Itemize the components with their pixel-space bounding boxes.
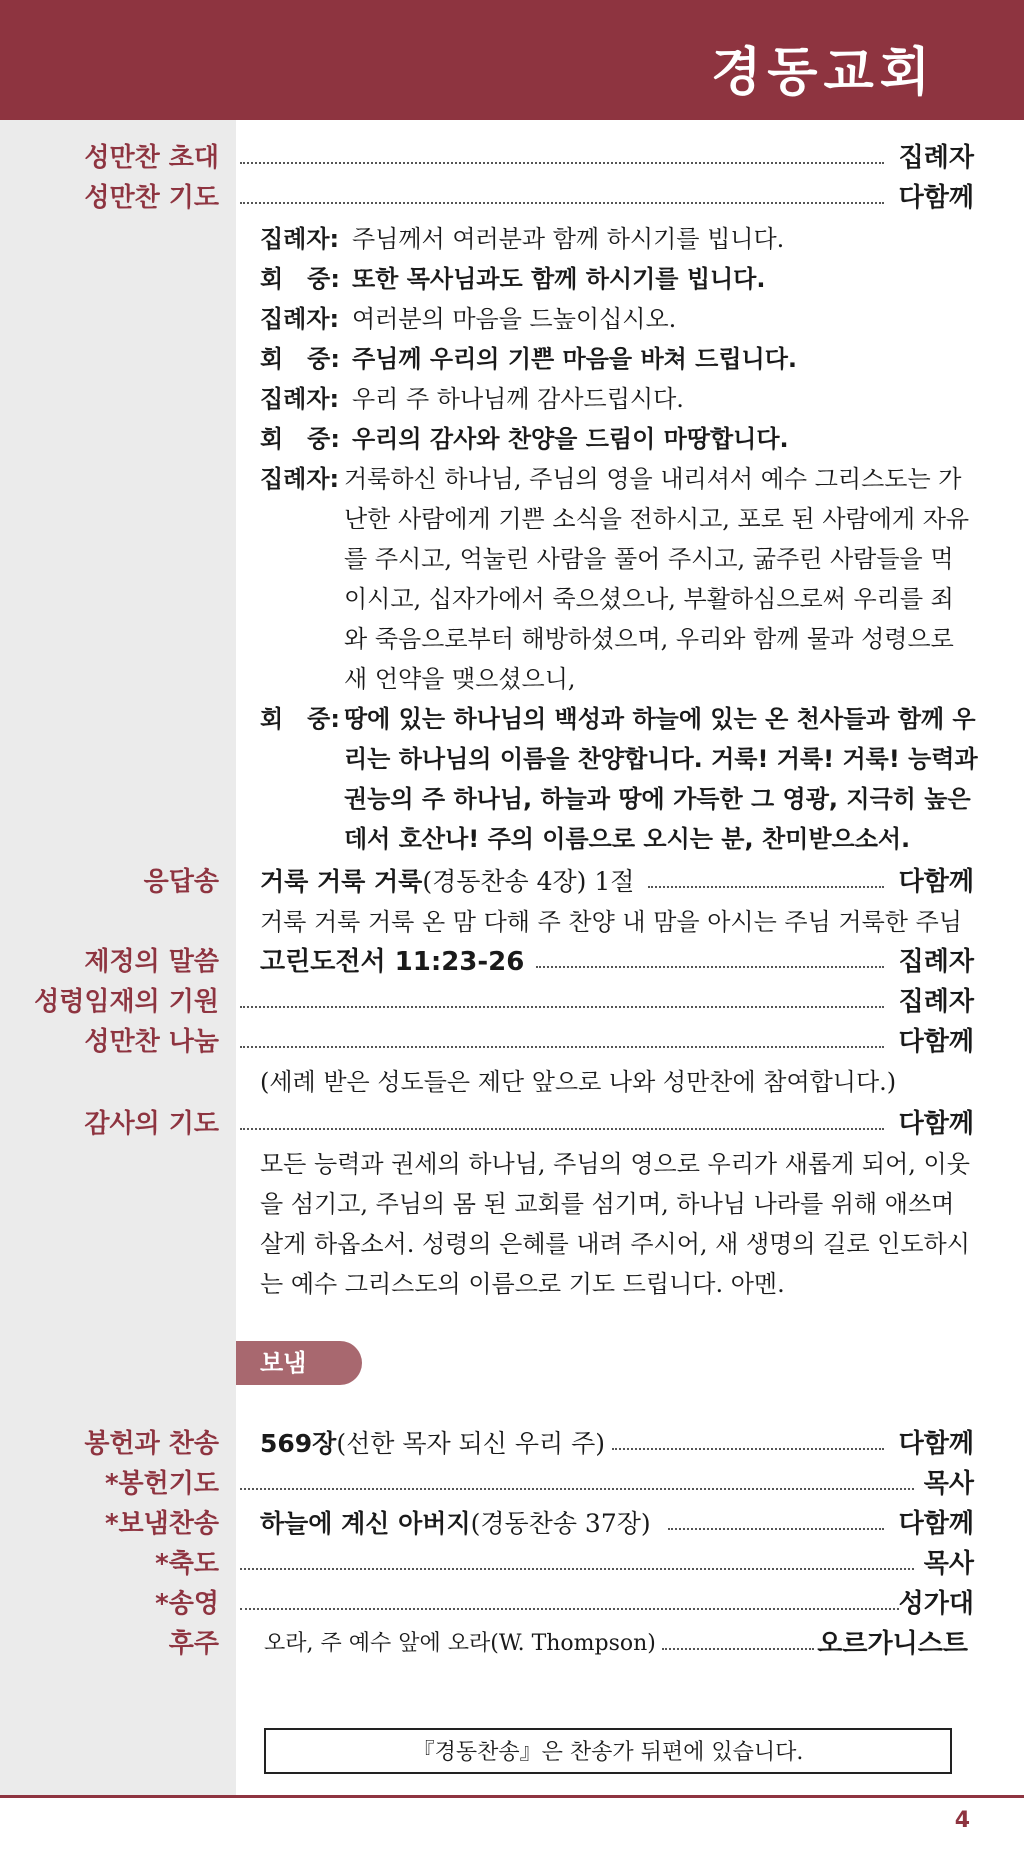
speaker: 회 중: — [260, 345, 340, 373]
leader-dots — [240, 162, 884, 164]
label-postlude: 후주 — [168, 1629, 219, 1659]
role-institution: 집례자 — [898, 947, 974, 977]
dialogue-text: 우리 주 하나님께 감사드립시다. — [352, 385, 684, 413]
label-benediction: *축도 — [155, 1549, 219, 1579]
leader-dots — [536, 966, 884, 968]
label-institution: 제정의 말씀 — [84, 947, 219, 977]
congregation-text-line: 권능의 주 하나님, 하늘과 땅에 가득한 그 영광, 지극히 높은 — [344, 785, 971, 813]
role-sending-hymn: 다함께 — [898, 1509, 974, 1539]
label-sending-hymn: *보냄찬송 — [104, 1509, 219, 1539]
label-thanks: 감사의 기도 — [84, 1109, 219, 1139]
congregation-text-line: 리는 하나님의 이름을 찬양합니다. 거룩! 거룩! 거룩! 능력과 — [344, 745, 978, 773]
offering-hymn-line — [260, 1428, 605, 1460]
thanks-line: 을 섬기고, 주님의 몸 된 교회를 섬기며, 하나님 나라를 위해 애쓰며 — [260, 1190, 955, 1218]
dialogue-text: 우리의 감사와 찬양을 드림이 마땅합니다. — [352, 425, 789, 453]
speaker: 집례자: — [260, 225, 340, 253]
role-epiclesis: 집례자 — [898, 987, 974, 1017]
hymn-ref: (경동찬송 37장) — [470, 1509, 651, 1538]
role-offering: 다함께 — [898, 1429, 974, 1459]
dialogue-text: 또한 목사님과도 함께 하시기를 빕니다. — [352, 265, 766, 293]
label-sharing: 성만찬 나눔 — [84, 1027, 219, 1057]
hymn-ref: (경동찬송 4장) 1절 — [422, 867, 635, 896]
leader-dots — [240, 1128, 884, 1130]
leader-text-line: 이시고, 십자가에서 죽으셨으나, 부활하심으로써 우리를 죄 — [344, 585, 954, 613]
label-offering: 봉헌과 찬송 — [84, 1429, 219, 1459]
dialogue-text: 주님께서 여러분과 함께 하시기를 빕니다. — [352, 225, 785, 253]
footer-rule — [0, 1795, 1024, 1798]
speaker: 집례자: — [260, 385, 340, 413]
hymn-title: 569장 — [260, 1429, 337, 1458]
hymnal-note: 『경동찬송』은 찬송가 뒤편에 있습니다. — [264, 1728, 952, 1774]
dialogue-text: 주님께 우리의 기쁜 마음을 바쳐 드립니다. — [352, 345, 798, 373]
role-response: 다함께 — [898, 867, 974, 897]
sending-hymn-line — [260, 1508, 651, 1540]
speaker: 집례자: — [260, 465, 340, 493]
role-thanks: 다함께 — [898, 1109, 974, 1139]
leader-dots — [240, 1608, 899, 1610]
response-title-line — [260, 866, 634, 898]
hymn-title: 거룩 거룩 거룩 — [260, 867, 423, 896]
leader-dots — [662, 1648, 814, 1650]
role-sharing: 다함께 — [898, 1027, 974, 1057]
leader-text-line: 와 죽음으로부터 해방하셨으며, 우리와 함께 물과 성령으로 — [344, 625, 954, 653]
speaker: 회 중: — [260, 425, 340, 453]
scripture-ref: 고린도전서 11:23-26 — [260, 947, 525, 977]
leader-text-line: 를 주시고, 억눌린 사람을 풀어 주시고, 굶주린 사람들을 먹 — [344, 545, 954, 573]
section-tab-sending: 보냄 — [236, 1341, 362, 1385]
dialogue-text: 여러분의 마음을 드높이십시오. — [352, 305, 677, 333]
church-logo: 경동교회 — [711, 43, 936, 103]
header-bar — [0, 0, 1024, 120]
leader-text-line: 난한 사람에게 기쁜 소식을 전하시고, 포로 된 사람에게 자유 — [344, 505, 970, 533]
page-number: 4 — [954, 1808, 970, 1833]
leader-dots — [240, 1568, 914, 1570]
congregation-text-line: 땅에 있는 하나님의 백성과 하늘에 있는 온 천사들과 함께 우 — [344, 705, 976, 733]
speaker: 회 중: — [260, 705, 340, 733]
label-response: 응답송 — [143, 867, 219, 897]
role-offering-prayer: 목사 — [923, 1469, 974, 1499]
role-benediction: 목사 — [923, 1549, 974, 1579]
leader-dots — [240, 1006, 884, 1008]
label-invitation: 성만찬 초대 — [84, 143, 219, 173]
label-epiclesis: 성령임재의 기원 — [34, 987, 219, 1017]
leader-dots — [240, 1046, 884, 1048]
leader-text-line: 거룩하신 하나님, 주님의 영을 내리셔서 예수 그리스도는 가 — [344, 465, 962, 493]
label-offering-prayer: *봉헌기도 — [104, 1469, 219, 1499]
label-prayer: 성만찬 기도 — [84, 183, 219, 213]
postlude-text: 오라, 주 예수 앞에 오라(W. Thompson) — [264, 1631, 656, 1656]
speaker: 회 중: — [260, 265, 340, 293]
leader-text-line: 새 언약을 맺으셨으니, — [344, 665, 576, 693]
speaker: 집례자: — [260, 305, 340, 333]
thanks-line: 살게 하옵소서. 성령의 은혜를 내려 주시어, 새 생명의 길로 인도하시 — [260, 1230, 970, 1258]
role-invitation: 집례자 — [898, 143, 974, 173]
role-prayer: 다함께 — [898, 183, 974, 213]
leader-dots — [668, 1528, 884, 1530]
role-doxology: 성가대 — [898, 1589, 974, 1619]
leader-dots — [240, 1488, 914, 1490]
leader-dots — [648, 886, 884, 888]
response-lyric: 거룩 거룩 거룩 온 맘 다해 주 찬양 내 맘을 아시는 주님 거룩한 주님 — [260, 908, 962, 936]
thanks-line: 모든 능력과 권세의 하나님, 주님의 영으로 우리가 새롭게 되어, 이웃 — [260, 1150, 970, 1178]
leader-dots — [612, 1448, 884, 1450]
congregation-text-line: 데서 호산나! 주의 이름으로 오시는 분, 찬미받으소서. — [344, 825, 911, 853]
hymn-title: 하늘에 계신 아버지 — [260, 1509, 471, 1538]
label-doxology: *송영 — [155, 1589, 219, 1619]
hymn-ref: (선한 목자 되신 우리 주) — [336, 1429, 605, 1458]
leader-dots — [240, 202, 884, 204]
sharing-note: (세례 받은 성도들은 제단 앞으로 나와 성만찬에 참여합니다.) — [260, 1068, 897, 1096]
role-postlude: 오르가니스트 — [817, 1629, 968, 1659]
thanks-line: 는 예수 그리스도의 이름으로 기도 드립니다. 아멘. — [260, 1270, 785, 1298]
